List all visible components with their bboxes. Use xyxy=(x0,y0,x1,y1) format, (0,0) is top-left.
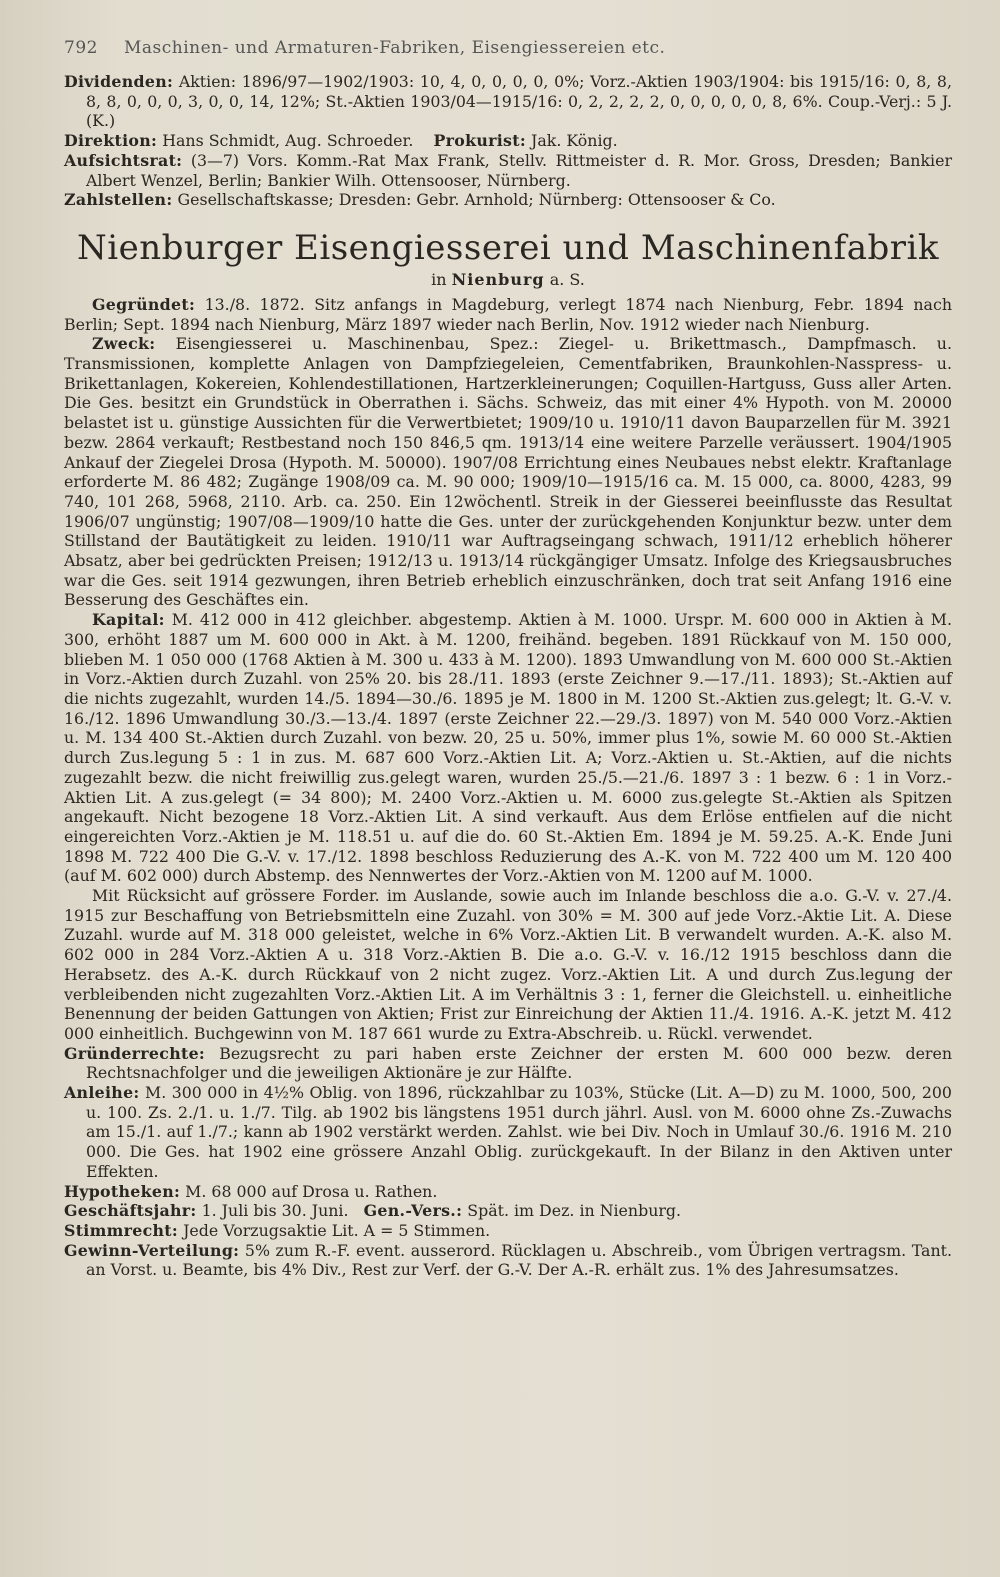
zweck-label: Zweck: xyxy=(92,334,156,354)
geschaeftsjahr-paragraph xyxy=(64,1201,952,1221)
stimmrecht-text: Jede Vorzugsaktie Lit. A = 5 Stimmen. xyxy=(183,1220,491,1240)
company-location xyxy=(64,270,952,289)
gruenderrechte-paragraph xyxy=(64,1044,952,1083)
genvers-label: Gen.-Vers.: xyxy=(363,1201,463,1221)
dividends-text: Aktien: 1896/97—1902/1903: 10, 4, 0, 0, 0, 0, 0%; Vorz.-Aktien 1903/1904: bis 1915/16: 0, 8, 8, 8, 8, 0, 0, 0, 3, 0, 0, 14, 12%; St.-Aktien 1903/04—1915/16: 0, 2, 2, 2, 2, 0, 0, 0, 0, 0, 8, 6%. Coup.-Verj.: 5 J. (K.) xyxy=(86,72,952,131)
anleihe-label: Anleihe: xyxy=(64,1083,140,1103)
page-number: 792 xyxy=(64,38,98,58)
zahlstellen-text: Gesellschaftskasse; Dresden: Gebr. Arnhold; Nürnberg: Ottensooser & Co. xyxy=(177,190,776,210)
geschaeftsjahr-text: 1. Juli bis 30. Juni. xyxy=(201,1201,349,1221)
gegruendet-text: 13./8. 1872. Sitz anfangs in Magdeburg, verlegt 1874 nach Nienburg, Febr. 1894 nach Berlin; Sept. 1894 nach Nienburg, März 1897 wieder nach Berlin, Nov. 1912 wieder nach Nienburg. xyxy=(64,294,952,334)
location-city: Nienburg xyxy=(451,269,545,289)
anleihe-text: M. 300 000 in 4½% Oblig. von 1896, rückzahlbar zu 103%, Stücke (Lit. A—D) zu M. 1000, 500, 200 u. 100. Zs. 2./1. u. 1./7. Tilg. ab 1902 bis längstens 1951 durch jährl. Ausl. von M. 6000 ohne Zs.-Zuwachs am 15./1. auf 1./7.; kann ab 1902 verstärkt werden. Zahlst. wie bei Div. Noch in Umlauf 30./6. 1916 M. 210 000. Die Ges. hat 1902 eine grössere Anzahl Oblig. zurückgekauft. In der Bilanz in den Aktiven unter Effekten. xyxy=(86,1083,952,1181)
location-prefix: in xyxy=(431,269,447,289)
previous-company-block xyxy=(64,72,952,210)
aufsichtsrat-label: Aufsichtsrat: xyxy=(64,150,183,170)
gewinn-paragraph xyxy=(64,1241,952,1280)
dividends-paragraph xyxy=(64,72,952,131)
dividends-label: Dividenden: xyxy=(64,72,174,91)
direktion-paragraph xyxy=(64,131,952,151)
aufsichtsrat-paragraph xyxy=(64,151,952,190)
gegruendet-paragraph xyxy=(64,295,952,334)
zahlstellen-paragraph xyxy=(64,190,952,210)
gegruendet-label: Gegründet: xyxy=(92,294,196,314)
genvers-text: Spät. im Dez. in Nienburg. xyxy=(467,1201,682,1221)
hypotheken-label: Hypotheken: xyxy=(64,1181,181,1201)
kapital-paragraph xyxy=(64,610,952,886)
prokurist-text: Jak. König. xyxy=(531,131,618,151)
anleihe-paragraph xyxy=(64,1083,952,1182)
running-head xyxy=(64,38,952,58)
stimmrecht-label: Stimmrecht: xyxy=(64,1220,179,1240)
kapital-text-2: Mit Rücksicht auf grössere Forder. im Auslande, sowie auch im Inlande beschloss die a.o. G.-V. v. 27./4. 1915 zur Beschaffung von Betriebsmitteln eine Zuzahl. von 30% = M. 300 auf jede Vorz.-Aktie Lit. A. Diese Zuzahl. wurde auf M. 318 000 geleistet, welche in 6% Vorz.-Aktien Lit. B verwandelt wurden. A.-K. also M. 602 000 in 284 Vorz.-Aktien A u. 318 Vorz.-Aktien B. Die a.o. G.-V. v. 16./12 1915 beschloss dann die Herabsetz. des A.-K. durch Rückkauf von 2 nicht zugez. Vorz.-Aktien Lit. A und durch Zus.legung der verbleibenden nicht zugezahlten Vorz.-Aktien Lit. A im Verhältnis 3 : 1, ferner die Gleichstell. u. einheitliche Benennung der beiden Gattungen von Aktien; Frist zur Einreichung der Aktien 11./4. 1916. A.-K. jetzt M. 412 000 einheitlich. Buchgewinn von M. 187 661 wurde zu Extra-Abschreib. u. Rückl. verwendet. xyxy=(64,886,952,1043)
kapital-text: M. 412 000 in 412 gleichber. abgestemp. Aktien à M. 1000. Urspr. M. 600 000 in Aktien à M. 300, erhöht 1887 um M. 600 000 in Akt. à M. 1200, freihänd. begeben. 1891 Rückkauf von M. 150 000, blieben M. 1 050 000 (1768 Aktien à M. 300 u. 433 à M. 1200). 1893 Umwandlung von M. 600 000 St.-Aktien in Vorz.-Aktien durch Zuzahl. von 25% 20. bis 28./11. 1893 (erste Zeichner 9.—17./11. 1893); St.-Aktien auf die nichts zugezahlt, wurden 14./5. 1894—30./6. 1895 je M. 1800 in M. 1200 St.-Aktien zus.gelegt; lt. G.-V. v. 16./12. 1896 Umwandlung 30./3.—13./4. 1897 (erste Zeichner 22.—29./3. 1897) von M. 540 000 Vorz.-Aktien u. M. 134 400 St.-Aktien durch Zuzahl. von bezw. 20, 25 u. 50%, immer plus 1%, sowie M. 60 000 St.-Aktien durch Zus.legung 5 : 1 in zus. M. 687 600 Vorz.-Aktien Lit. A; Vorz.-Aktien u. St.-Aktien, auf die nichts zugezahlt bezw. die nicht freiwillig zus.gelegt waren, wurden 25./5.—21./6. 1897 3 : 1 bezw. 6 : 1 in Vorz.-Aktien Lit. A zus.gelegt (= 34 800); M. 2400 Vorz.-Aktien u. M. 6000 zus.gelegte St.-Aktien als Spitzen angekauft. Nicht bezogene 18 Vorz.-Aktien Lit. A sind verkauft. Aus dem Erlöse entfielen auf die nicht eingereichten Vorz.-Aktien je M. 118.51 u. auf die do. 60 St.-Aktien Em. 1894 je M. 59.25. A.-K. Ende Juni 1898 M. 722 400 Die G.-V. v. 17./12. 1898 beschloss Reduzierung des A.-K. von M. 722 400 um M. 120 400 (auf M. 602 000) durch Abstemp. des Nennwertes der Vorz.-Aktien von M. 1200 auf M. 1000. xyxy=(64,610,952,886)
kapital-paragraph-2 xyxy=(64,886,952,1044)
zahlstellen-label: Zahlstellen: xyxy=(64,190,173,210)
hypotheken-text: M. 68 000 auf Drosa u. Rathen. xyxy=(185,1181,438,1201)
direktion-label: Direktion: xyxy=(64,131,158,151)
stimmrecht-paragraph xyxy=(64,1221,952,1241)
location-suffix: a. S. xyxy=(549,269,585,289)
running-title: Maschinen- und Armaturen-Fabriken, Eisengiessereien etc. xyxy=(123,38,666,58)
geschaeftsjahr-label: Geschäftsjahr: xyxy=(64,1201,197,1221)
prokurist-label: Prokurist: xyxy=(433,131,526,151)
hypotheken-paragraph xyxy=(64,1182,952,1202)
gruenderrechte-label: Gründerrechte: xyxy=(64,1043,206,1063)
gewinn-label: Gewinn-Verteilung: xyxy=(64,1240,240,1260)
kapital-label: Kapital: xyxy=(92,610,165,630)
gewinn-text: 5% zum R.-F. event. ausserord. Rücklagen u. Abschreib., vom Übrigen vertragsm. Tant. an Vorst. u. Beamte, bis 4% Div., Rest zur Verf. der G.-V. Der A.-R. erhält zus. 1% des Jahresumsatzes. xyxy=(86,1240,952,1280)
gruenderrechte-text: Bezugsrecht zu pari haben erste Zeichner der ersten M. 600 000 bezw. deren Rechtsnachfolger und die jeweiligen Aktionäre je zur Hälfte. xyxy=(86,1043,952,1083)
zweck-paragraph xyxy=(64,334,952,610)
direktion-text: Hans Schmidt, Aug. Schroeder. xyxy=(162,131,414,151)
company-title: Nienburger Eisengiesserei und Maschinenfabrik xyxy=(77,227,939,268)
aufsichtsrat-text: (3—7) Vors. Komm.-Rat Max Frank, Stellv. Rittmeister d. R. Mor. Gross, Dresden; Bankier Albert Wenzel, Berlin; Bankier Wilh. Ottensooser, Nürnberg. xyxy=(86,150,952,190)
zweck-text: Eisengiesserei u. Maschinenbau, Spez.: Ziegel- u. Brikettmasch., Dampfmasch. u. Transmissionen, komplette Anlagen von Dampfziegeleien, Cementfabriken, Braunkohlen-Nasspress- u. Brikettanlagen, Kokereien, Kohlendestillationen, Hartzerkleinerungen; Coquillen-Hartguss, Guss aller Arten. Die Ges. besitzt ein Grundstück in Oberrathen i. Sächs. Schweiz, das mit einer 4% Hypoth. von M. 20000 belastet ist u. günstige Aussichten für die Verwertbietet; 1909/10 u. 1910/11 davon Bauparzellen für M. 3921 bezw. 2864 verkauft; Restbestand noch 150 846,5 qm. 1913/14 eine weitere Parzelle veräussert. 1904/1905 Ankauf der Ziegelei Drosa (Hypoth. M. 50000). 1907/08 Errichtung eines Neubaues nebst elektr. Kraftanlage erforderte M. 86 482; Zugänge 1908/09 ca. M. 90 000; 1909/10—1915/16 ca. M. 15 000, ca. 8000, 4283, 99 740, 101 268, 5968, 2110. Arb. ca. 250. Ein 12wöchentl. Streik in der Giesserei beeinflusste das Resultat 1906/07 ungünstig; 1907/08—1909/10 hatte die Ges. unter der zurückgehenden Konjunktur bezw. unter dem Stillstand der Bautätigkeit zu leiden. 1910/11 war Auftragseingang schwach, 1911/12 erheblich höherer Absatz, aber bei gedrückten Preisen; 1912/13 u. 1913/14 rückgängiger Umsatz. Infolge des Kriegsausbruches war die Ges. seit 1914 gezwungen, ihren Betrieb erheblich einzuschränken, doch trat seit Anfang 1916 eine Besserung des Geschäftes ein. xyxy=(64,334,952,610)
